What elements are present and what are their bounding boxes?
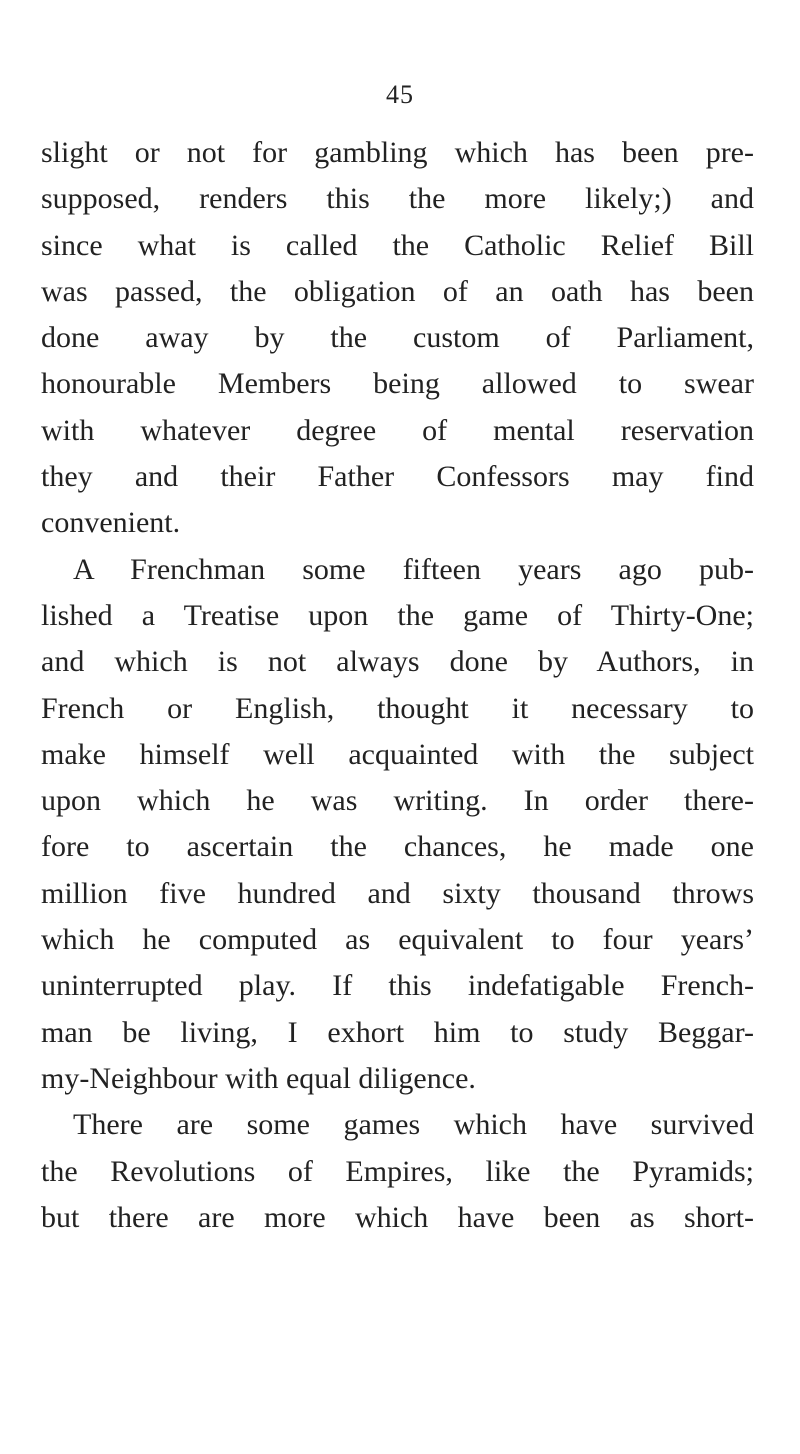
text-line: French or English, thought it necessary to (41, 691, 754, 725)
text-line: There are some games which have survived (73, 1108, 754, 1142)
text-line: the Revolutions of Empires, like the Pyramids; (41, 1154, 754, 1188)
text-line: with whatever degree of mental reservation (41, 413, 754, 447)
body-text (41, 130, 754, 1241)
text-line: convenient. (41, 506, 181, 540)
text-line: lished a Treatise upon the game of Thirty-One; (41, 598, 754, 632)
text-line: honourable Members being allowed to swear (41, 367, 754, 401)
text-line: they and their Father Confessors may find (41, 460, 754, 494)
text-line: man be living, I exhort him to study Beggar- (41, 1015, 754, 1049)
text-line: and which is not always done by Authors, in (41, 645, 754, 679)
text-line: was passed, the obligation of an oath has been (41, 274, 754, 308)
text-line: but there are more which have been as short- (41, 1200, 754, 1234)
text-line: slight or not for gambling which has been pre- (41, 136, 754, 169)
text-line: my-Neighbour with equal diligence. (41, 1061, 476, 1095)
text-line: which he computed as equivalent to four years’ (41, 923, 754, 957)
text-line: fore to ascertain the chances, he made one (41, 830, 754, 864)
text-line: upon which he was writing. In order there- (41, 784, 754, 818)
text-line: since what is called the Catholic Relief Bill (41, 228, 754, 262)
text-line: supposed, renders this the more likely;) and (41, 182, 754, 216)
text-line: make himself well acquainted with the subject (41, 737, 754, 771)
text-line: done away by the custom of Parliament, (41, 321, 754, 355)
page-number: 45 (386, 80, 414, 109)
text-line: million five hundred and sixty thousand throws (41, 876, 754, 910)
text-line: uninterrupted play. If this indefatigable French- (41, 969, 754, 1003)
text-line: A Frenchman some fifteen years ago pub- (73, 552, 754, 586)
